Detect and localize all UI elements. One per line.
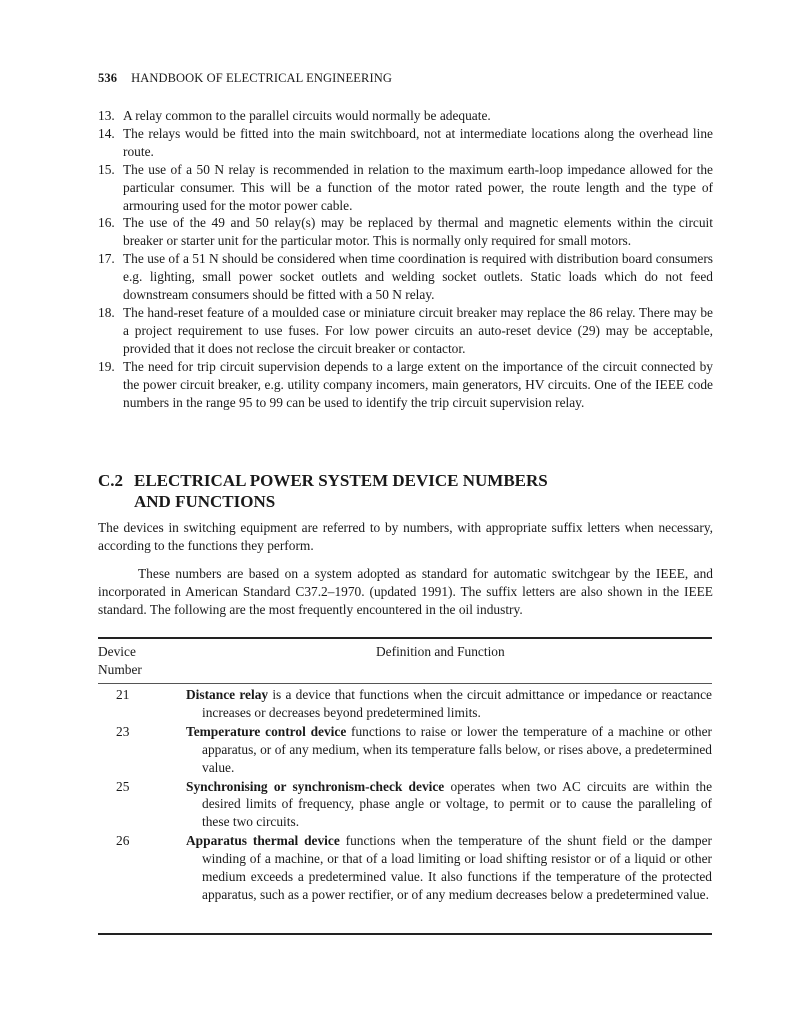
note-text: The hand-reset feature of a moulded case or miniature circuit breaker may replace the 86 relay. There may be a project requirement to use fuses. For low power circuits an auto-reset device (29) may be acceptable, provided that it does not reclose the circuit breaker or contactor. <box>123 304 713 356</box>
device-number: 26 <box>116 833 130 849</box>
section-number: C.2 <box>98 471 124 490</box>
column-header-definition: Definition and Function <box>376 644 505 659</box>
note-number: 17. <box>98 251 115 267</box>
note-item <box>98 107 713 125</box>
running-header <box>98 71 392 86</box>
note-number: 18. <box>98 304 115 320</box>
note-number: 16. <box>98 215 115 231</box>
note-item <box>98 125 713 161</box>
device-number: 23 <box>116 723 130 739</box>
note-number: 14. <box>98 125 115 141</box>
table-row <box>98 832 712 904</box>
section-title-line1: ELECTRICAL POWER SYSTEM DEVICE NUMBERS <box>134 471 548 490</box>
table-row <box>98 723 712 777</box>
note-text: A relay common to the parallel circuits would normally be adequate. <box>123 108 491 123</box>
table-row <box>98 686 712 722</box>
page-number: 536 <box>98 71 118 85</box>
device-term: Distance relay <box>186 687 269 702</box>
note-text: The relays would be fitted into the main switchboard, not at intermediate locations along the overhead line route. <box>123 125 713 159</box>
note-text: The need for trip circuit supervision depends to a large extent on the importance of the circuit connected by the power circuit breaker, e.g. utility company incomers, main generators, HV circuits. One of the IEEE code numbers in the range 95 to 99 can be used to identify the trip circuit supervision relay. <box>123 358 713 410</box>
note-item <box>98 250 713 304</box>
standard-paragraph: These numbers are based on a system adopted as standard for automatic switchgear by the IEEE, and incorporated in American Standard C37.2–1970. (updated 1991). The suffix letters are also shown in the IEEE standard. The following are the most frequently encountered in the oil industry. <box>98 566 713 617</box>
device-description: functions when the temperature of the shunt field or the damper winding of a machine, or that of a load limiting or load shifting resistor or of a liquid or other medium exceeds a predetermined value. It also functions if the temperature of the protected apparatus, such as a power rectifier, or of any medium decreases below a predetermined value. <box>202 833 712 902</box>
device-number: 21 <box>116 687 130 702</box>
device-definition <box>186 832 712 904</box>
device-definition <box>186 686 712 722</box>
notes-list <box>98 107 713 411</box>
device-table <box>98 686 712 905</box>
note-number: 15. <box>98 161 115 177</box>
note-item <box>98 304 713 358</box>
note-item <box>98 214 713 250</box>
intro-paragraph: The devices in switching equipment are referred to by numbers, with appropriate suffix letters when necessary, according to the functions they perform. <box>98 520 713 553</box>
table-bottom-rule <box>98 933 712 935</box>
note-number: 19. <box>98 358 115 374</box>
section-title-line2: AND FUNCTIONS <box>134 492 276 511</box>
device-description: is a device that functions when the circuit admittance or impedance or reactance increases or decreases beyond predetermined limits. <box>202 687 712 720</box>
running-title: HANDBOOK OF ELECTRICAL ENGINEERING <box>131 71 392 85</box>
note-text: The use of a 51 N should be considered when time coordination is required with distribution board consumers e.g. lighting, small power socket outlets and welding socket outlets. Static loads which do not feed downstream consumers should be fitted with a 50 N relay. <box>123 251 713 303</box>
table-row <box>98 778 712 832</box>
table-header-rule <box>98 683 712 684</box>
device-definition <box>186 723 712 777</box>
note-item <box>98 161 713 215</box>
note-text: The use of a 50 N relay is recommended in relation to the maximum earth-loop impedance allowed for the particular consumer. This will be a function of the motor rated power, the route length and the type of armouring used for the motor power cable. <box>123 161 713 213</box>
column-header-device: Device Number <box>98 644 142 677</box>
device-description: operates when two AC circuits are within the desired limits of frequency, phase angle or voltage, to permit or to cause the paralleling of these two circuits. <box>202 778 713 830</box>
device-description: functions to raise or lower the temperature of a machine or other apparatus, or of any medium, when its temperature falls below, or rises above, a predetermined value. <box>202 723 712 775</box>
note-number: 13. <box>98 108 115 123</box>
device-term: Temperature control device <box>186 723 347 739</box>
device-definition <box>186 778 712 832</box>
table-top-rule <box>98 637 712 639</box>
device-number: 25 <box>116 778 130 794</box>
device-term: Apparatus thermal device <box>186 833 340 849</box>
section-heading <box>98 470 658 512</box>
note-text: The use of the 49 and 50 relay(s) may be replaced by thermal and magnetic elements within the circuit breaker or starter unit for the particular motor. This is normally only required for small motors. <box>123 215 713 249</box>
note-item <box>98 358 713 412</box>
device-term: Synchronising or synchronism-check device <box>186 778 445 794</box>
